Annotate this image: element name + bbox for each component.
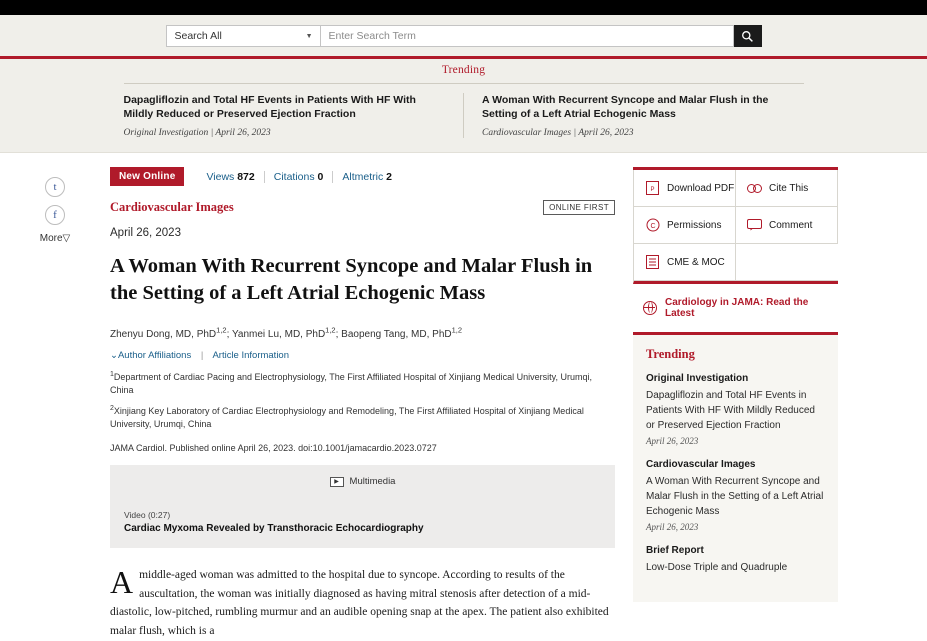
trending-panel-category: Original Investigation [646,373,749,385]
share-rail [0,167,110,640]
trending-banner-separator: | [210,128,214,139]
tools-empty-cell [736,244,838,281]
copyright-icon [645,218,660,233]
article-metrics-bar [110,167,615,186]
article-citation: JAMA Cardiol. Published online April 26, 2023. doi:10.1001/jamacardio.2023.0727 [110,443,437,454]
affiliation-1: $^1$Department of Cardiac Pacing and Electrophysiology, The First Affiliated Hospital of Xinjiang Medical University, Urumqi, China [110,370,592,395]
chevron-down-icon: ⌄ [110,349,118,361]
article-links-row [110,350,615,361]
article-body [110,566,615,641]
search-band [0,15,927,59]
comment-label: Comment [769,219,813,231]
search-form [166,25,762,47]
metric-citations[interactable] [265,171,334,183]
article-category[interactable]: Cardiovascular Images [110,200,234,215]
metric-views-value: 872 [237,170,255,183]
cardiology-promo-label: Cardiology in JAMA: Read the Latest [665,297,809,320]
cite-this-label: Cite This [769,182,809,194]
svg-text:C: C [649,223,656,231]
chevron-down-icon: ▽ [62,233,71,245]
comment-icon [747,218,762,233]
article-information-link[interactable]: Article Information [212,349,289,361]
multimedia-label: Multimedia [349,476,396,488]
permissions-button[interactable] [634,207,736,244]
metric-altmetric-label: Altmetric [342,170,384,183]
trending-banner-item[interactable] [124,93,464,138]
permissions-label: Permissions [667,219,722,231]
more-share-button[interactable] [0,233,110,244]
trending-banner-headline[interactable]: A Woman With Recurrent Syncope and Malar Flush in the Setting of a Left Atrial Echogenic Mass [482,94,769,121]
search-icon [741,30,754,43]
trending-banner-meta [482,128,804,138]
trending-panel-item[interactable] [646,373,825,446]
search-scope-value: Search All [174,30,222,42]
article-sidebar [633,167,838,640]
article-date: April 26, 2023 [110,227,181,240]
article-title: A Woman With Recurrent Syncope and Malar Flush in the Setting of a Left Atrial Echogenic Mass [110,255,593,304]
metric-views-label: Views [206,170,235,183]
pdf-icon [645,181,660,196]
article-authors [110,325,615,342]
trending-panel-headline[interactable]: A Woman With Recurrent Syncope and Malar Flush in the Setting of a Left Atrial Echogenic Mass [646,476,824,518]
trending-banner [0,59,927,153]
cme-moc-button[interactable] [634,244,736,281]
play-icon[interactable]: ▶ [330,477,344,487]
metric-views[interactable] [197,171,264,183]
cardiology-promo-link[interactable] [633,284,838,335]
trending-panel-item[interactable] [646,545,825,575]
page-body [0,153,927,640]
quote-icon [747,181,762,196]
facebook-glyph: f [53,209,57,222]
authors-text: Zhenyu Dong, MD, PhD$^{1,2}$; Yanmei Lu, MD, PhD$^{1,2}$; Baopeng Tang, MD, PhD$^{1,2}$ [110,325,463,340]
comment-button[interactable] [736,207,838,244]
trending-banner-type: Original Investigation [123,128,209,139]
svg-text:P: P [650,187,655,194]
trending-panel-date: April 26, 2023 [646,436,699,447]
chevron-down-icon: ▼ [305,32,313,40]
trending-banner-type: Cardiovascular Images [482,128,572,139]
multimedia-box[interactable] [110,465,615,548]
trending-banner-date: April 26, 2023 [215,128,271,139]
search-input[interactable] [321,25,734,47]
new-online-badge: New Online [110,167,184,186]
metric-citations-label: Citations [273,170,315,183]
trending-panel-category: Brief Report [646,545,704,557]
multimedia-duration: Video (0:27) [124,510,171,521]
list-icon [645,255,660,270]
cite-this-button[interactable] [736,170,838,207]
twitter-glyph: t [53,181,57,194]
multimedia-header [124,476,601,487]
metric-citations-value: 0 [317,170,324,183]
metric-altmetric[interactable] [333,171,401,183]
search-submit-button[interactable] [734,25,762,47]
download-pdf-button[interactable] [634,170,736,207]
more-share-label: More [39,233,63,245]
trending-banner-item[interactable] [463,93,804,138]
affiliation-2: $^2$Xinjiang Key Laboratory of Cardiac Electrophysiology and Remodeling, The First Affiliated Hospital of Xinjiang Medical University, Urumqi, China [110,405,584,430]
category-row [110,200,615,217]
trending-panel-item[interactable] [646,459,825,532]
facebook-icon[interactable] [45,205,65,225]
trending-panel-headline[interactable]: Dapagliflozin and Total HF Events in Patients With HF With Mildly Reduced or Preserved Ejection Fraction [646,390,815,432]
trending-banner-separator: | [573,128,577,139]
trending-banner-meta [124,128,446,138]
download-pdf-label: Download PDF [667,182,735,194]
twitter-icon[interactable] [45,177,65,197]
article-dropcap: A [110,564,134,601]
multimedia-title[interactable]: Cardiac Myxoma Revealed by Transthoracic Echocardiography [124,523,424,535]
trending-banner-date: April 26, 2023 [578,128,634,139]
author-affiliations-link[interactable]: Author Affiliations [117,349,192,361]
article-body-text: middle-aged woman was admitted to the hospital due to syncope. According to results of the auscultation, the woman was initially diagnosed as having mitral stenosis after detection of a mid-diastolic, low-pitched, rumbling murmur and an audible opening snap at the apex. The patient also exhibited malar flush, which is a [110,569,609,638]
trending-panel-category: Cardiovascular Images [646,459,756,471]
trending-panel-date: April 26, 2023 [646,522,699,533]
globe-icon [643,301,657,315]
trending-banner-items [124,83,804,138]
trending-panel-title: Trending [646,347,695,362]
trending-panel [633,335,838,602]
trending-banner-title: Trending [441,64,486,76]
article-tools [633,170,838,284]
trending-banner-headline[interactable]: Dapagliflozin and Total HF Events in Patients With HF With Mildly Reduced or Preserved Ejection Fraction [123,94,416,121]
links-separator: | [200,349,204,361]
article-main [110,167,615,640]
metric-altmetric-value: 2 [386,170,392,183]
top-navigation-bar [0,0,927,15]
search-scope-select[interactable] [166,25,321,47]
trending-panel-headline[interactable]: Low-Dose Triple and Quadruple [646,562,788,574]
online-first-badge: ONLINE FIRST [543,200,615,215]
cme-moc-label: CME & MOC [667,256,725,268]
